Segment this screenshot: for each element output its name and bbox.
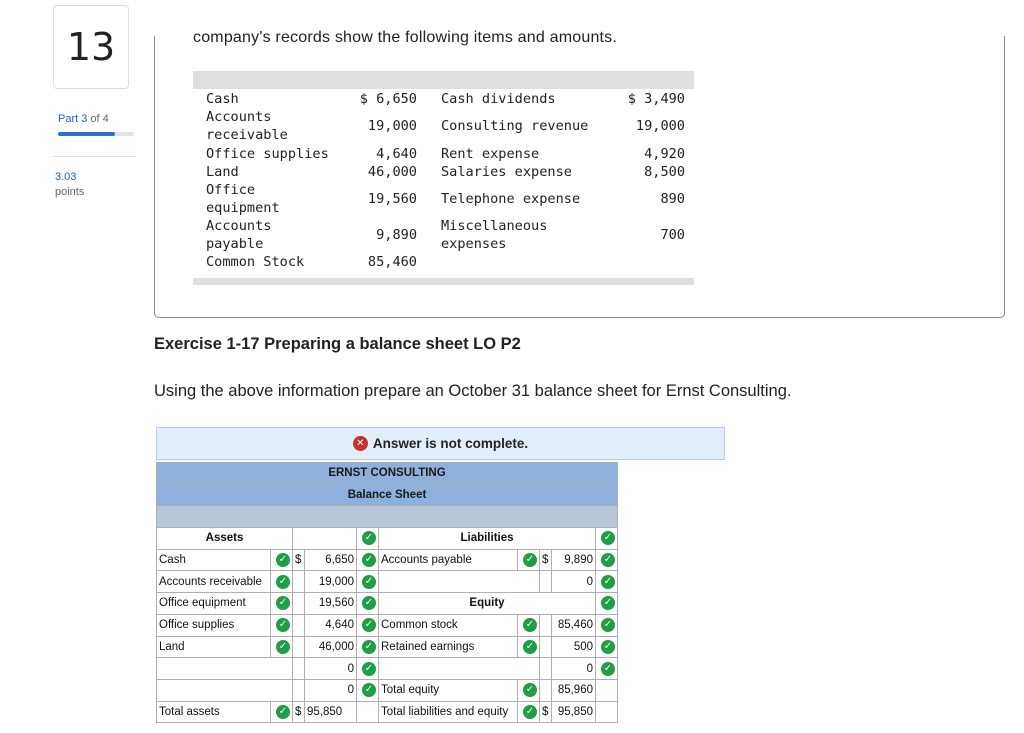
equity-header-check-cell <box>596 593 618 615</box>
part-progress-fill <box>58 132 115 136</box>
asset-label-input[interactable]: Office equipment <box>157 593 271 615</box>
error-x-icon: ✕ <box>353 436 368 451</box>
check-icon: ✓ <box>523 640 537 654</box>
equity-label-input[interactable]: Common stock <box>379 614 518 636</box>
check-icon: ✓ <box>276 596 290 610</box>
equity-label-input[interactable] <box>379 658 540 680</box>
total-equity-check <box>518 679 540 701</box>
empty-check-cell <box>357 701 379 723</box>
part-of: of 4 <box>90 113 109 125</box>
asset-label-check <box>271 549 293 571</box>
asset-value-check <box>357 549 379 571</box>
check-icon: ✓ <box>276 618 290 632</box>
check-icon: ✓ <box>601 596 615 610</box>
ledger-value: $ 3,490 <box>627 91 685 107</box>
check-icon: ✓ <box>362 596 376 610</box>
asset-label-input[interactable]: Office supplies <box>157 614 271 636</box>
asset-label-check <box>271 593 293 615</box>
total-assets-check <box>271 701 293 723</box>
check-icon: ✓ <box>523 553 537 567</box>
ledger-label: Consulting revenue <box>441 118 589 134</box>
check-icon: ✓ <box>362 531 376 545</box>
liabilities-header: Liabilities <box>379 528 596 550</box>
ledger-label: Salaries expense <box>441 164 572 180</box>
currency-cell <box>293 571 305 593</box>
liabilities-header-check-cell <box>596 528 618 550</box>
check-icon: ✓ <box>276 575 290 589</box>
currency-cell <box>293 679 305 701</box>
total-le-label: Total liabilities and equity <box>379 701 518 723</box>
total-le-value: 95,850 <box>552 701 596 723</box>
company-name: ERNST CONSULTING <box>157 463 618 485</box>
part-indicator <box>58 113 109 125</box>
equity-value-input[interactable]: 0 <box>552 658 596 680</box>
points-label: points <box>55 186 85 198</box>
ledger-bottom-band <box>193 278 694 285</box>
answer-status-banner <box>156 427 725 460</box>
equity-value-input[interactable]: 500 <box>552 636 596 658</box>
equity-label-input[interactable]: Retained earnings <box>379 636 518 658</box>
liability-value-check <box>596 549 618 571</box>
ledger-value: 85,460 <box>367 254 417 270</box>
asset-label-input[interactable]: Accounts receivable <box>157 571 271 593</box>
ledger-label: Cash <box>206 91 239 107</box>
ledger-value: $ 6,650 <box>359 91 417 107</box>
asset-label-input[interactable] <box>157 658 293 680</box>
currency-cell <box>293 614 305 636</box>
ledger-label: Miscellaneous expenses <box>441 218 548 252</box>
check-icon: ✓ <box>523 705 537 719</box>
liability-label-input[interactable] <box>379 571 540 593</box>
liability-value-input[interactable]: 9,890 <box>552 549 596 571</box>
asset-value-check <box>357 571 379 593</box>
check-icon: ✓ <box>362 683 376 697</box>
assets-header: Assets <box>157 528 293 550</box>
asset-label-input[interactable]: Land <box>157 636 271 658</box>
total-le-check <box>518 701 540 723</box>
check-icon: ✓ <box>362 640 376 654</box>
check-icon: ✓ <box>601 640 615 654</box>
ledger-label: Office supplies <box>206 146 329 162</box>
ledger-label: Office equipment <box>206 182 280 216</box>
check-icon: ✓ <box>601 662 615 676</box>
currency-cell <box>540 679 552 701</box>
empty-check-cell <box>596 701 618 723</box>
asset-label-check <box>271 571 293 593</box>
liability-value-check <box>596 571 618 593</box>
exercise-instructions: Using the above information prepare an October 31 balance sheet for Ernst Consulting. <box>154 382 792 400</box>
ledger-label: Cash dividends <box>441 91 556 107</box>
check-icon: ✓ <box>601 531 615 545</box>
asset-value-check <box>357 614 379 636</box>
points-value: 3.03 <box>55 171 77 183</box>
ledger-value: 700 <box>660 227 685 243</box>
check-icon: ✓ <box>276 705 290 719</box>
check-icon: ✓ <box>362 575 376 589</box>
check-icon: ✓ <box>601 575 615 589</box>
asset-value-input[interactable]: 0 <box>305 679 357 701</box>
ledger-value: 8,500 <box>644 164 685 180</box>
currency-cell <box>540 571 552 593</box>
check-icon: ✓ <box>276 640 290 654</box>
ledger-value: 19,000 <box>635 118 685 134</box>
answer-status-text: Answer is not complete. <box>372 436 529 451</box>
asset-label-input[interactable]: Cash <box>157 549 271 571</box>
currency-cell <box>540 614 552 636</box>
ledger-value: 46,000 <box>367 164 417 180</box>
exercise-title: Exercise 1-17 Preparing a balance sheet LO P2 <box>154 335 521 353</box>
currency-symbol: $ <box>293 549 305 571</box>
asset-label-check <box>271 636 293 658</box>
ledger-label: Land <box>206 164 239 180</box>
asset-value-input[interactable]: 19,560 <box>305 593 357 615</box>
equity-label-check <box>518 614 540 636</box>
assets-header-check-cell <box>357 528 379 550</box>
currency-cell <box>293 658 305 680</box>
intro-text: company's records show the following items and amounts. <box>193 29 618 46</box>
asset-value-check <box>357 658 379 680</box>
currency-symbol: $ <box>293 701 305 723</box>
check-icon: ✓ <box>362 662 376 676</box>
ledger-value: 19,560 <box>367 191 417 207</box>
equity-label-check <box>518 636 540 658</box>
currency-cell <box>293 636 305 658</box>
equity-value-input[interactable]: 85,460 <box>552 614 596 636</box>
ledger-value: 4,640 <box>376 146 417 162</box>
asset-value-input[interactable]: 0 <box>305 658 357 680</box>
asset-value-check <box>357 636 379 658</box>
asset-value-check <box>357 593 379 615</box>
total-equity-label: Total equity <box>379 679 518 701</box>
balance-sheet-table <box>156 462 618 723</box>
equity-value-check <box>596 636 618 658</box>
ledger-value: 19,000 <box>367 118 417 134</box>
currency-cell <box>540 636 552 658</box>
asset-value-input[interactable]: 4,640 <box>305 614 357 636</box>
equity-header: Equity <box>379 593 596 615</box>
asset-value-check <box>357 679 379 701</box>
check-icon: ✓ <box>523 683 537 697</box>
ledger-value: 890 <box>660 191 685 207</box>
check-icon: ✓ <box>362 553 376 567</box>
header-band <box>157 506 618 528</box>
check-icon: ✓ <box>362 618 376 632</box>
asset-value-input[interactable]: 19,000 <box>305 571 357 593</box>
ledger-label: Accounts payable <box>206 218 272 252</box>
question-number[interactable]: 13 <box>53 5 129 89</box>
ledger-value: 4,920 <box>644 146 685 162</box>
currency-cell <box>293 593 305 615</box>
assets-header-check-cell <box>293 528 357 550</box>
check-icon: ✓ <box>601 618 615 632</box>
currency-symbol: $ <box>540 549 552 571</box>
ledger-value: 9,890 <box>376 227 417 243</box>
currency-symbol: $ <box>540 701 552 723</box>
rail-divider <box>53 156 136 157</box>
equity-value-check <box>596 614 618 636</box>
asset-value-input[interactable]: 46,000 <box>305 636 357 658</box>
check-icon: ✓ <box>601 553 615 567</box>
liability-label-check <box>518 549 540 571</box>
liability-label-input[interactable]: Accounts payable <box>379 549 518 571</box>
ledger-label: Rent expense <box>441 146 540 162</box>
liability-value-input[interactable]: 0 <box>552 571 596 593</box>
ledger-table <box>193 71 694 286</box>
ledger-label: Telephone expense <box>441 191 581 207</box>
asset-value-input[interactable]: 6,650 <box>305 549 357 571</box>
ledger-label: Accounts receivable <box>206 109 288 143</box>
currency-cell <box>540 658 552 680</box>
equity-value-check <box>596 658 618 680</box>
total-assets-value: 95,850 <box>305 701 357 723</box>
total-assets-label: Total assets <box>157 701 271 723</box>
part-progress-bar <box>58 132 134 136</box>
ledger-label: Common Stock <box>206 254 305 270</box>
asset-label-input[interactable] <box>157 679 293 701</box>
statement-title: Balance Sheet <box>157 484 618 506</box>
check-icon: ✓ <box>276 553 290 567</box>
total-equity-value: 85,960 <box>552 679 596 701</box>
empty-check-cell <box>596 679 618 701</box>
part-label: Part 3 <box>58 113 88 125</box>
ledger-top-band <box>193 71 694 89</box>
check-icon: ✓ <box>523 618 537 632</box>
asset-label-check <box>271 614 293 636</box>
